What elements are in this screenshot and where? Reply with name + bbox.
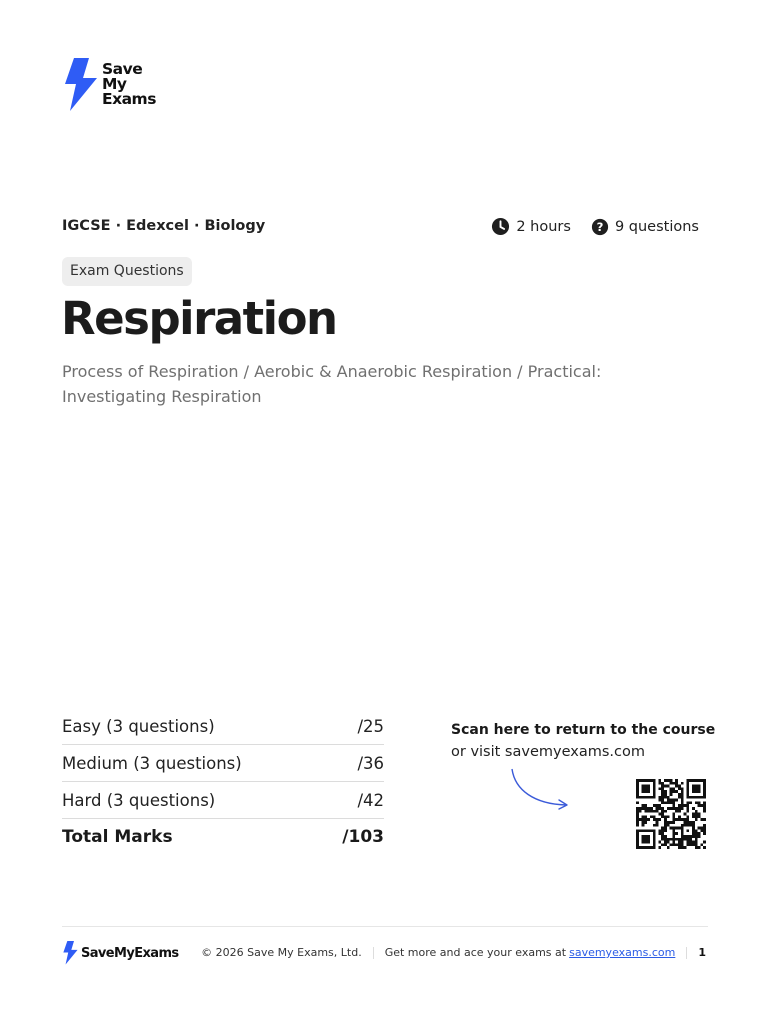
qr-code[interactable] [634,779,708,849]
duration-text: 2 hours [516,218,571,235]
qr-subtext: or visit savemyexams.com [451,744,645,760]
clock-icon [491,217,510,236]
question-circle-icon [591,218,609,236]
footer-website-link[interactable]: savemyexams.com [569,946,676,959]
page-number: 1 [698,946,706,959]
total-marks-value: /103 [342,827,384,847]
footer-separator [373,947,374,959]
logo-line-2: My [102,75,127,93]
footer-info [201,946,706,959]
bolt-icon [62,58,98,112]
marks-row-value: /25 [357,716,384,736]
marks-row-total [62,819,384,855]
logo-wordmark [102,62,156,107]
logo-line-1: Save [102,60,143,78]
marks-row-easy [62,708,384,745]
marks-row-medium [62,745,384,782]
marks-row-hard [62,782,384,819]
total-marks-label: Total Marks [62,827,173,847]
marks-table [62,708,384,855]
footer-cta: Get more and ace your exams at [384,946,567,959]
footer-divider [62,926,708,927]
logo-line-3: Exams [102,90,156,108]
questions-meta [591,218,699,236]
breadcrumb-level: IGCSE [62,218,111,234]
breadcrumb [62,218,265,234]
breadcrumb-separator: · [115,218,122,234]
marks-row-label: Easy (3 questions) [62,716,215,736]
footer-logo [62,941,179,965]
exam-meta [491,217,699,236]
breadcrumb-separator: · [193,218,200,234]
curved-arrow-icon [508,766,574,814]
footer-separator [686,947,687,959]
questions-text: 9 questions [614,218,699,235]
breadcrumb-board: Edexcel [126,218,189,234]
page-title: Respiration [61,292,337,345]
marks-row-label: Hard (3 questions) [62,790,216,810]
marks-row-label: Medium (3 questions) [62,753,242,773]
topic-subtitle: Process of Respiration / Aerobic & Anaerobic Respiration / Practical: Investigating Respiration [62,362,602,406]
marks-row-value: /42 [357,790,384,810]
footer-brand-name: SaveMyExams [81,945,179,961]
svg-text:?: ? [596,219,604,234]
marks-row-value: /36 [357,753,384,773]
bolt-icon [62,941,78,965]
duration-meta [491,217,571,236]
category-tag: Exam Questions [62,257,192,286]
qr-heading: Scan here to return to the course [451,722,716,738]
brand-logo [62,58,182,114]
footer-copyright: © 2026 Save My Exams, Ltd. [201,946,362,959]
breadcrumb-subject: Biology [204,218,266,234]
